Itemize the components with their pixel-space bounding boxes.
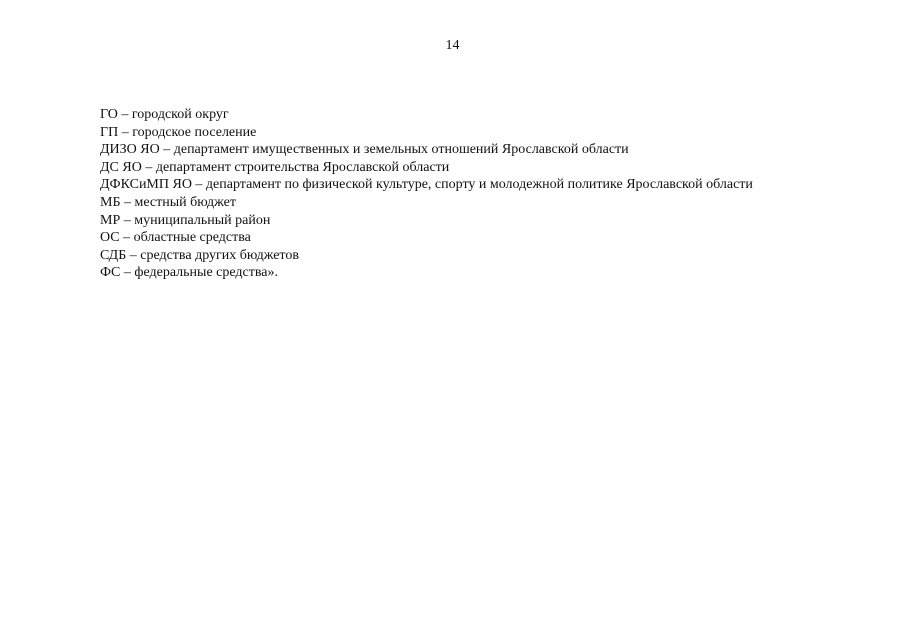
abbreviation-item: ГО – городской округ xyxy=(100,107,229,122)
abbreviation-item: ФС – федеральные средства». xyxy=(100,265,278,281)
abbreviation-item: СДБ – средства других бюджетов xyxy=(100,247,299,263)
abbreviation-item: МБ – местный бюджет xyxy=(100,194,236,210)
abbreviation-list xyxy=(100,106,753,282)
abbreviation-item: ДФКСиМП ЯО – департамент по физической культуре, спорту и молодежной политике Ярославской области xyxy=(100,177,753,193)
page-number: 14 xyxy=(445,38,460,53)
abbreviation-item: ДС ЯО – департамент строительства Ярославской области xyxy=(100,159,450,175)
abbreviation-item: ГП – городское поселение xyxy=(100,124,257,140)
abbreviation-item: ДИЗО ЯО – департамент имущественных и земельных отношений Ярославской области xyxy=(100,142,629,158)
abbreviation-item: МР – муниципальный район xyxy=(100,212,271,228)
abbreviation-item: ОС – областные средства xyxy=(100,230,251,246)
